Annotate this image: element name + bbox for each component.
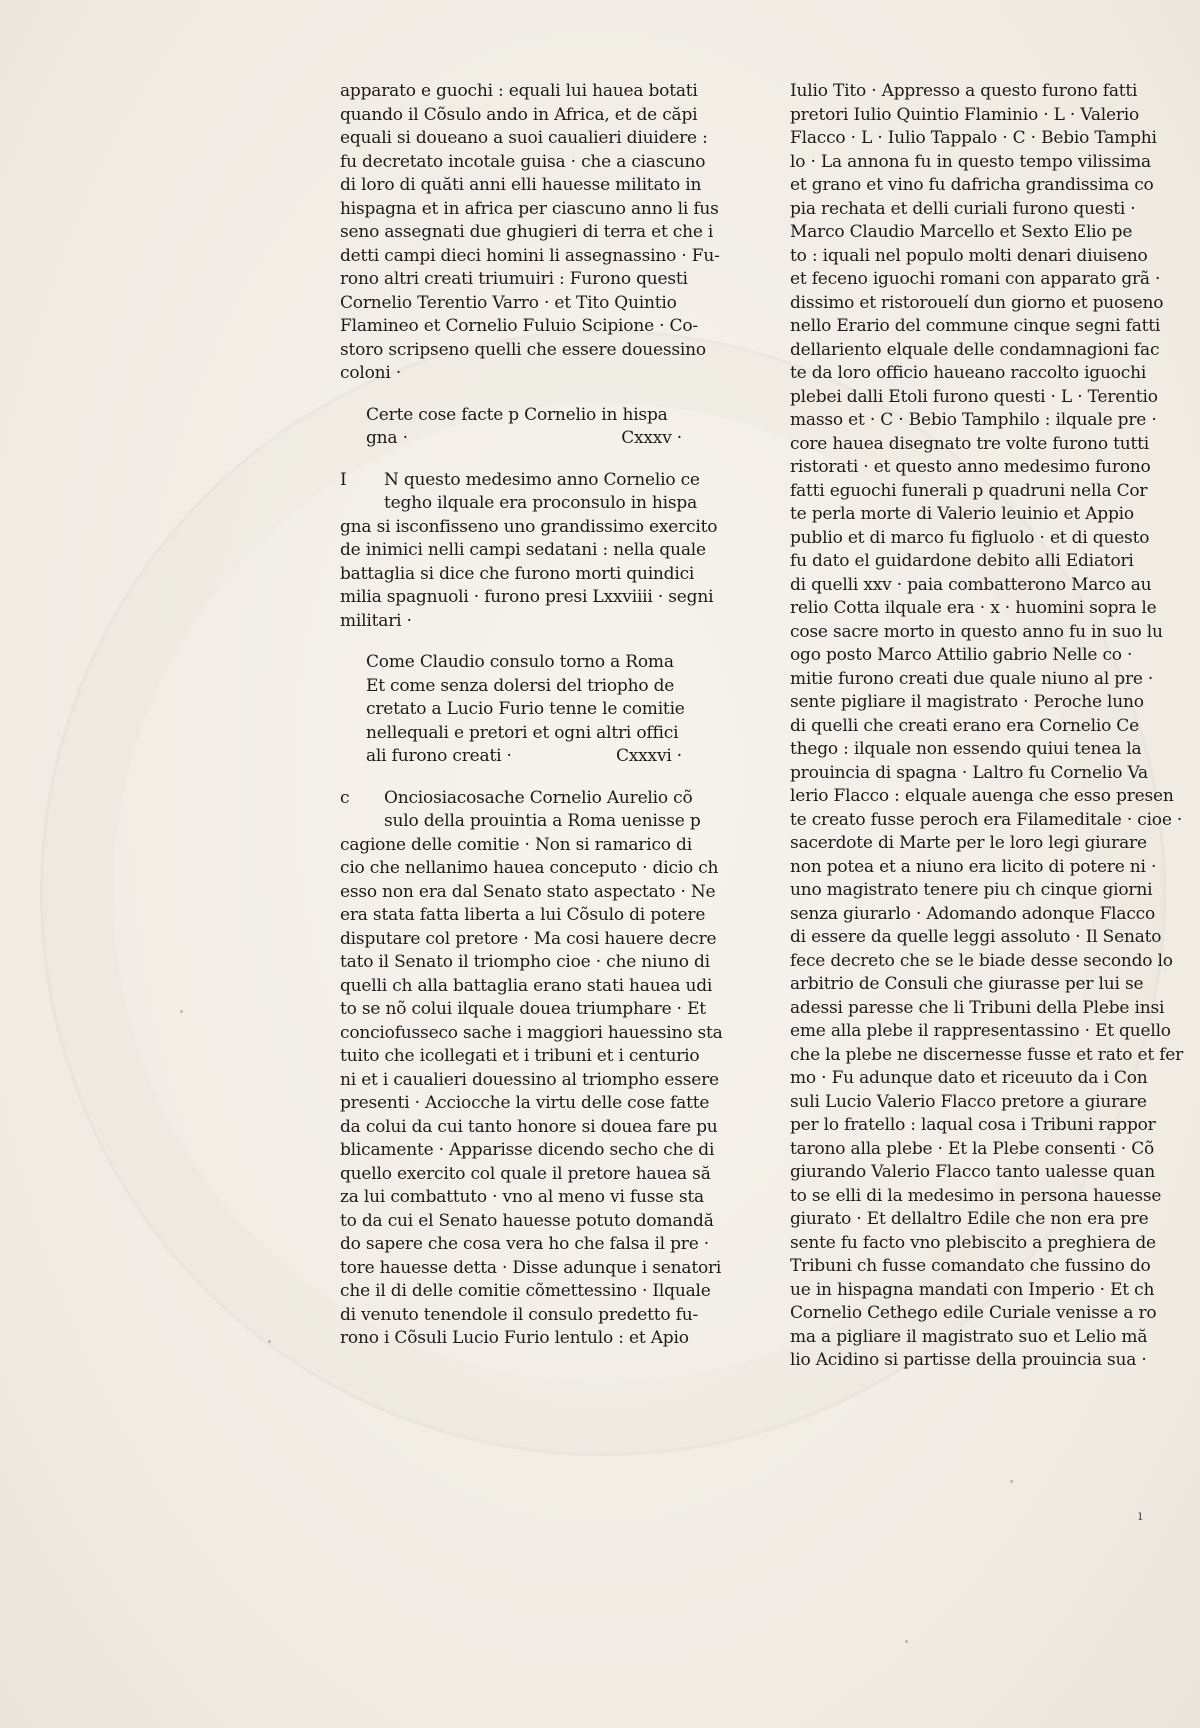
text-line: lo · La annona fu in questo tempo vilissima: [790, 151, 1151, 172]
heading-text: gna ·: [366, 428, 408, 448]
text-line: uno magistrato tenere piu ch cinque giorni: [790, 880, 1153, 900]
text-line: nello Erario del commune cinque segni fatti: [790, 316, 1161, 336]
text-line: tore hauesse detta · Disse adunque i senatori: [340, 1257, 722, 1278]
text-line: ue in hispagna mandati con Imperio · Et ch: [790, 1279, 1155, 1300]
text-line: mo · Fu adunque dato et riceuuto da i Con: [790, 1068, 1148, 1088]
right-column: [790, 80, 1184, 1373]
text-line: to se elli di la medesimo in persona hauesse: [790, 1185, 1162, 1206]
heading-last-line: [340, 745, 696, 769]
text-line: ni et i caualieri douessino al triompho essere: [340, 1069, 719, 1090]
text-line: disputare col pretore · Ma cosi hauere decre: [340, 928, 717, 949]
text-line: ogo posto Marco Attilio gabrio Nelle co ·: [790, 645, 1133, 665]
text-line: di loro di quăti anni elli hauesse militato in: [340, 175, 702, 195]
text-line: non potea et a niuno era licito di potere ni ·: [790, 856, 1157, 877]
text-line: lio Acidino si partisse della prouincia sua ·: [790, 1350, 1147, 1370]
text-line: quando il Cõsulo ando in Africa, et de căpi: [340, 104, 698, 125]
text-line: prouincia di spagna · Laltro fu Cornelio Va: [790, 762, 1148, 783]
text-line: Tribuni ch fusse comandato che fussino do: [790, 1256, 1151, 1276]
heading-text: ali furono creati ·: [366, 746, 512, 766]
chapter-heading-cxxxv: [340, 404, 696, 451]
text-line: Iulio Tito · Appresso a questo furono fatti: [790, 81, 1138, 101]
text-line: to da cui el Senato hauesse potuto domandă: [340, 1210, 714, 1231]
text-line: cagione delle comitie · Non si ramarico di: [340, 834, 692, 855]
text-line: battaglia si dice che furono morti quindici: [340, 563, 695, 584]
text-line: giurando Valerio Flacco tanto ualesse quan: [790, 1162, 1155, 1182]
text-line: [340, 787, 696, 811]
text-line: senza giurarlo · Adomando adonque Flacco: [790, 903, 1156, 924]
text-line: quello exercito col quale il pretore hauea să: [340, 1163, 711, 1184]
text-line: masso et · C · Bebio Tamphilo : ilquale pre ·: [790, 410, 1157, 430]
text-line: militari ·: [340, 610, 412, 631]
text-line: tuito che icollegati et i tribuni et i centurio: [340, 1046, 700, 1066]
heading-last-line: [340, 427, 696, 451]
chapter-number: Cxxxv ·: [621, 428, 682, 448]
text-line: plebei dalli Etoli furono questi · L · Terentio: [790, 386, 1158, 407]
text-line: eme alla plebe il rappresentassino · Et quello: [790, 1021, 1171, 1041]
text-line: ristorati · et questo anno medesimo furono: [790, 457, 1151, 477]
text-line: sacerdote di Marte per le loro legi giurare: [790, 833, 1147, 853]
text-line-content: Onciosiacosache Cornelio Aurelio cõ: [384, 787, 693, 808]
text-line-content: N questo medesimo anno Cornelio ce: [384, 469, 700, 490]
text-line: lerio Flacco : elquale auenga che esso presen: [790, 786, 1174, 806]
paragraph-apparato: [340, 80, 720, 386]
text-line: milia spagnuoli · furono presi Lxxviiii · segni: [340, 587, 714, 607]
text-line: to se nõ colui ilquale douea triumphare · Et: [340, 999, 706, 1019]
text-line: dissimo et ristorouelí dun giorno et puoseno: [790, 292, 1164, 313]
left-column: [340, 80, 723, 1351]
text-line: che il di delle comitie cõmettessino · Ilquale: [340, 1281, 711, 1301]
text-line: sente pigliare il magistrato · Peroche luno: [790, 692, 1144, 712]
text-line: sulo della prouintia a Roma uenisse p: [384, 811, 701, 831]
text-line: ma a pigliare il magistrato suo et Lelio mă: [790, 1326, 1148, 1347]
text-line: apparato e guochi : equali lui hauea botati: [340, 81, 698, 101]
heading-line: Et come senza dolersi del triopho de: [366, 675, 675, 696]
initial-letter: c: [340, 787, 350, 808]
text-line: che la plebe ne discernesse fusse et rato et fer: [790, 1044, 1184, 1065]
paragraph-onciosiacosache: [340, 787, 723, 1351]
text-line: rono i Cõsuli Lucio Furio lentulo : et Apio: [340, 1328, 689, 1348]
text-line: arbitrio de Consuli che giurasse per lui se: [790, 974, 1144, 994]
chapter-number: Cxxxvi ·: [615, 746, 682, 766]
text-line: storo scripseno quelli che essere douessino: [340, 339, 706, 360]
text-line: [340, 469, 700, 493]
text-line: publio et di marco fu figluolo · et di questo: [790, 527, 1150, 548]
text-line: tato il Senato il triompho cioe · che niuno di: [340, 952, 710, 972]
text-line: giurato · Et dellaltro Edile che non era pre: [790, 1209, 1149, 1229]
text-line: equali si doueano a suoi caualieri diuidere :: [340, 128, 708, 148]
text-line: esso non era dal Senato stato aspectato · Ne: [340, 881, 716, 902]
text-line: di quelli xxv · paia combatterono Marco au: [790, 574, 1152, 595]
text-line: fu decretato incotale guisa · che a ciascuno: [340, 151, 706, 172]
text-line: cio che nellanimo hauea conceputo · dicio ch: [340, 858, 719, 878]
text-line: de inimici nelli campi sedatani : nella quale: [340, 540, 706, 560]
heading-line: Come Claudio consulo torno a Roma: [366, 652, 674, 672]
text-line: da colui da cui tanto honore si douea fare pu: [340, 1116, 718, 1137]
text-line: fece decreto che se le biade desse secondo lo: [790, 950, 1173, 971]
text-line: era stata fatta liberta a lui Cõsulo di potere: [340, 905, 706, 925]
heading-line: Certe cose facte p Cornelio in hispa: [366, 404, 668, 425]
text-line: Flacco · L · Iulio Tappalo · C · Bebio Tamphi: [790, 128, 1157, 148]
text-line: blicamente · Apparisse dicendo secho che di: [340, 1140, 715, 1160]
heading-line: nellequali e pretori et ogni altri offici: [366, 722, 679, 743]
text-line: detti campi dieci homini li assegnassino · Fu-: [340, 245, 720, 266]
text-line: tarono alla plebe · Et la Plebe consenti · Cõ: [790, 1138, 1155, 1159]
margin-mark: ı: [1138, 1508, 1143, 1524]
text-line: pia rechata et delli curiali furono questi ·: [790, 198, 1136, 219]
text-line: di essere da quelle leggi assoluto · Il Senato: [790, 927, 1162, 947]
text-line: za lui combattuto · vno al meno vi fusse sta: [340, 1187, 704, 1207]
text-line: tegho ilquale era proconsulo in hispa: [384, 493, 698, 513]
text-line: rono altri creati triumuiri : Furono questi: [340, 269, 688, 289]
text-line: relio Cotta ilquale era · x · huomini sopra le: [790, 598, 1157, 618]
text-line: sente fu facto vno plebiscito a preghiera de: [790, 1232, 1156, 1253]
text-line: quelli ch alla battaglia erano stati hauea udi: [340, 975, 713, 996]
text-line: presenti · Acciocche la virtu delle cose fatte: [340, 1093, 710, 1113]
text-line: suli Lucio Valerio Flacco pretore a giurare: [790, 1091, 1147, 1112]
text-line: seno assegnati due ghugieri di terra et che i: [340, 222, 714, 242]
text-line: et grano et vino fu dafricha grandissima co: [790, 175, 1154, 195]
text-line: thego : ilquale non essendo quiui tenea la: [790, 739, 1142, 759]
text-line: Flamineo et Cornelio Fuluio Scipione · Co-: [340, 316, 698, 336]
initial-letter: I: [340, 469, 347, 490]
heading-line: cretato a Lucio Furio tenne le comitie: [366, 699, 685, 719]
text-line: gna si isconfisseno uno grandissimo exercito: [340, 516, 718, 537]
text-line: Marco Claudio Marcello et Sexto Elio pe: [790, 222, 1133, 242]
text-line: cose sacre morto in questo anno fu in suo lu: [790, 621, 1163, 642]
text-line: hispagna et in africa per ciascuno anno li fus: [340, 198, 719, 219]
text-line: et feceno iguochi romani con apparato grã ·: [790, 269, 1161, 289]
paragraph-cornelio: [340, 469, 718, 634]
text-line: fu dato el guidardone debito alli Ediatori: [790, 551, 1134, 571]
text-line: to : iquali nel populo molti denari diuiseno: [790, 245, 1148, 266]
text-line: per lo fratello : laqual cosa i Tribuni rappor: [790, 1115, 1156, 1135]
text-line: adessi paresse che li Tribuni della Plebe insi: [790, 997, 1165, 1018]
text-line: Cornelio Cethego edile Curiale venisse a ro: [790, 1303, 1157, 1323]
chapter-heading-cxxxvi: [340, 651, 696, 769]
text-line: te creato fusse peroch era Filameditale · cioe ·: [790, 809, 1183, 830]
text-line: conciofusseco sache i maggiori hauessino sta: [340, 1022, 723, 1043]
text-line: do sapere che cosa vera ho che falsa il pre ·: [340, 1234, 710, 1254]
text-line: dellariento elquale delle condamnagioni fac: [790, 339, 1160, 360]
text-line: Cornelio Terentio Varro · et Tito Quintio: [340, 292, 677, 313]
text-line: te perla morte di Valerio leuinio et Appio: [790, 504, 1134, 524]
text-line: pretori Iulio Quintio Flaminio · L · Valerio: [790, 104, 1140, 125]
text-line: mitie furono creati due quale niuno al pre ·: [790, 668, 1154, 689]
text-line: di quelli che creati erano era Cornelio Ce: [790, 715, 1139, 736]
text-line: di venuto tenendole il consulo predetto fu-: [340, 1304, 699, 1325]
text-line: core hauea disegnato tre volte furono tutti: [790, 433, 1149, 454]
text-line: coloni ·: [340, 363, 402, 383]
text-line: te da loro officio haueano raccolto iguochi: [790, 363, 1147, 383]
text-line: fatti eguochi funerali p quadruni nella Cor: [790, 480, 1148, 501]
